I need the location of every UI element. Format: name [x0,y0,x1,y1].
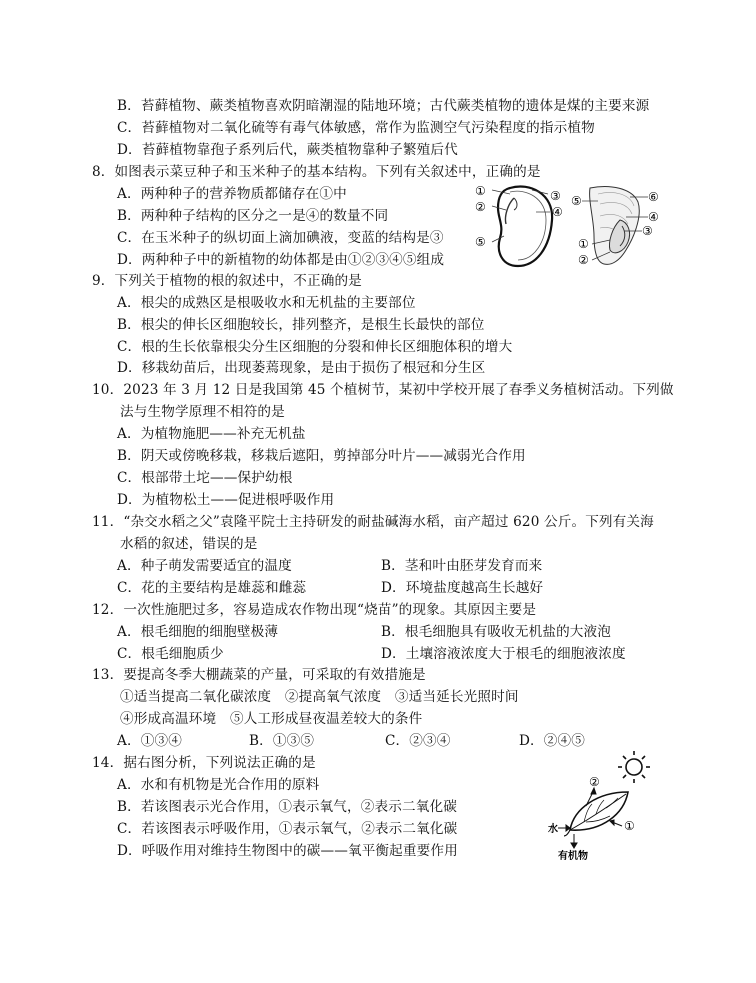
q7-option-b: B．苔藓植物、蕨类植物喜欢阴暗潮湿的陆地环境；古代蕨类植物的遗体是煤的主要来源 [117,98,650,114]
leaf-label-2: ② [589,775,600,789]
q13-stem: 13．要提高冬季大棚蔬菜的产量，可采取的有效措施是 [92,667,426,683]
corn-seed-diagram [571,187,659,267]
seed-structure-figure [470,180,670,272]
corn-label-4: ④ [648,210,659,224]
q14-option-b: B．若该图表示光合作用，①表示氧气，②表示二氧化碳 [117,799,457,815]
corn-label-2: ② [578,253,589,267]
q7-option-d: D．苔藓植物靠孢子系列后代，蕨类植物靠种子繁殖后代 [117,142,458,158]
corn-label-3: ③ [642,224,653,238]
q7-option-c: C．苔藓植物对二氧化硫等有毒气体敏感，常作为监测空气污染程度的指示植物 [117,120,595,136]
sun-icon [618,751,650,783]
q9-option-c: C．根的生长依靠根尖分生区细胞的分裂和伸长区细胞体积的增大 [117,339,513,355]
q12-option-a: A．根毛细胞的细胞壁极薄 [117,624,279,640]
leaf-label-1: ① [624,819,635,833]
q13-option-b: B．①③⑤ [249,733,315,749]
q14-stem: 14．据右图分析，下列说法正确的是 [92,755,316,771]
bean-label-5: ⑤ [475,235,486,249]
q11-option-a: A．种子萌发需要适宜的温度 [117,558,292,574]
q14-option-a: A．水和有机物是光合作用的原料 [117,777,320,793]
leaf-icon [564,792,628,836]
bean-label-4: ④ [552,205,563,219]
q13-option-d: D．②④⑤ [519,733,586,749]
bean-label-1: ① [475,184,486,198]
q11-option-c: C．花的主要结构是雄蕊和雌蕊 [117,580,307,596]
q8-option-d: D．两种种子中的新植物的幼体都是由①②③④⑤组成 [117,252,445,268]
q12-option-d: D．土壤溶液浓度大于根毛的细胞液浓度 [381,646,626,662]
q12-option-b: B．根毛细胞具有吸收无机盐的大液泡 [381,624,612,640]
q13-items-line2: ④形成高温环境 ⑤人工形成昼夜温差较大的条件 [120,711,423,727]
q11-stem-line2: 水稻的叙述，错误的是 [120,536,258,552]
q10-stem-line2: 法与生物学原理不相符的是 [120,404,285,420]
q9-option-d: D．移栽幼苗后，出现萎蔫现象，是由于损伤了根冠和分生区 [117,360,486,376]
q10-stem-line1: 10．2023 年 3 月 12 日是我国第 45 个植树节，某初中学校开展了春季义务植树活动。下列做 [92,382,674,398]
q11-option-b: B．茎和叶由胚芽发育而来 [381,558,543,574]
q13-option-c: C．②③④ [385,733,451,749]
q10-option-a: A．为植物施肥——补充无机盐 [117,426,306,442]
q14-option-d: D．呼吸作用对维持生物图中的碳——氧平衡起重要作用 [117,843,458,859]
corn-label-6: ⑥ [648,190,659,204]
q13-items-line1: ①适当提高二氧化碳浓度 ②提高氧气浓度 ③适当延长光照时间 [120,689,519,705]
q12-option-c: C．根毛细胞质少 [117,646,224,662]
bean-label-3: ③ [550,189,561,203]
q9-option-a: A．根尖的成熟区是根吸收水和无机盐的主要部位 [117,295,416,311]
q14-option-c: C．若该图表示呼吸作用，①表示氧气，②表示二氧化碳 [117,821,458,837]
corn-label-5: ⑤ [571,194,582,208]
q13-option-a: A．①③④ [117,733,182,749]
q11-stem-line1: 11．“杂交水稻之父”袁隆平院士主持研发的耐盐碱海水稻，亩产超过 620 公斤。下列有关海 [92,514,654,530]
q10-option-b: B．阴天或傍晚移栽，移栽后遮阳，剪掉部分叶片——减弱光合作用 [117,448,526,464]
bean-label-2: ② [475,200,486,214]
q8-option-a: A．两种种子的营养物质都储存在①中 [117,186,347,202]
q8-option-b: B．两种种子结构的区分之一是④的数量不同 [117,208,389,224]
q10-option-c: C．根部带土坨——保护幼根 [117,470,293,486]
corn-label-1: ① [578,237,589,251]
leaf-label-organic: 有机物 [558,851,588,862]
q8-option-c: C．在玉米种子的纵切面上滴加碘液，变蓝的结构是③ [117,230,444,246]
q9-option-b: B．根尖的伸长区细胞较长，排列整齐，是根生长最快的部位 [117,317,485,333]
bean-seed-diagram [475,184,563,266]
q10-option-d: D．为植物松土——促进根呼吸作用 [117,492,335,508]
q12-stem: 12．一次性施肥过多，容易造成农作物出现“烧苗”的现象。其原因主要是 [92,602,537,618]
q9-stem: 9．下列关于植物的根的叙述中，不正确的是 [92,273,362,289]
q11-option-d: D．环境盐度越高生长越好 [381,580,544,596]
leaf-process-figure [540,748,680,863]
leaf-label-water: 水 [548,824,558,835]
q8-stem: 8．如图表示菜豆种子和玉米种子的基本结构。下列有关叙述中，正确的是 [92,164,541,180]
